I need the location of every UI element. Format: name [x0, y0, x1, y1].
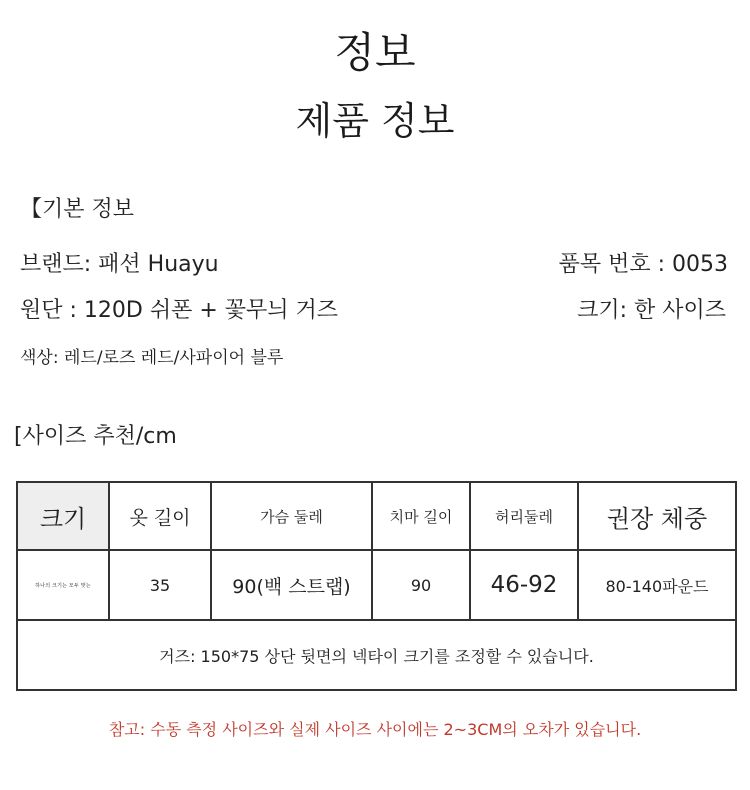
header-waist: 허리둘레: [470, 482, 578, 550]
color-text: 색상: 레드/로즈 레드/사파이어 블루: [20, 348, 284, 368]
cell-waist: 46-92: [470, 550, 578, 620]
size-table-header-row: [17, 482, 736, 550]
table-row: [17, 550, 736, 620]
size-table: [16, 481, 737, 691]
brand-text: 브랜드: 패션 Huayu: [20, 252, 219, 277]
cell-bust: 90(백 스트랩): [211, 550, 372, 620]
cell-weight: 80-140파운드: [578, 550, 736, 620]
fabric-text: 원단 : 120D 쉬폰 + 꽃무늬 거즈: [20, 298, 339, 323]
size-recommendation-title: [사이즈 추천/cm: [14, 424, 177, 449]
header-size: 크기: [17, 482, 109, 550]
gauze-note-row: [17, 620, 736, 690]
product-info-heading: 제품 정보: [295, 99, 455, 143]
header-bust: 가슴 둘레: [211, 482, 372, 550]
cell-length: 35: [109, 550, 211, 620]
header-length: 옷 길이: [109, 482, 211, 550]
cell-size-note: 하나의 크기는 모두 맞는: [17, 550, 109, 620]
item-number-text: 품목 번호 : 0053: [558, 252, 728, 277]
header-recommended-weight: 권장 체중: [578, 482, 736, 550]
cell-skirt-length: 90: [372, 550, 470, 620]
gauze-note: 거즈: 150*75 상단 뒷면의 넥타이 크기를 조정할 수 있습니다.: [17, 620, 736, 690]
basic-info-title: 【기본 정보: [20, 197, 135, 222]
page-heading: 정보: [334, 28, 416, 77]
header-skirt-length: 치마 길이: [372, 482, 470, 550]
measurement-note: 참고: 수동 측정 사이즈와 실제 사이즈 사이에는 2~3CM의 오차가 있습니다.: [108, 720, 642, 739]
size-text: 크기: 한 사이즈: [577, 298, 726, 323]
